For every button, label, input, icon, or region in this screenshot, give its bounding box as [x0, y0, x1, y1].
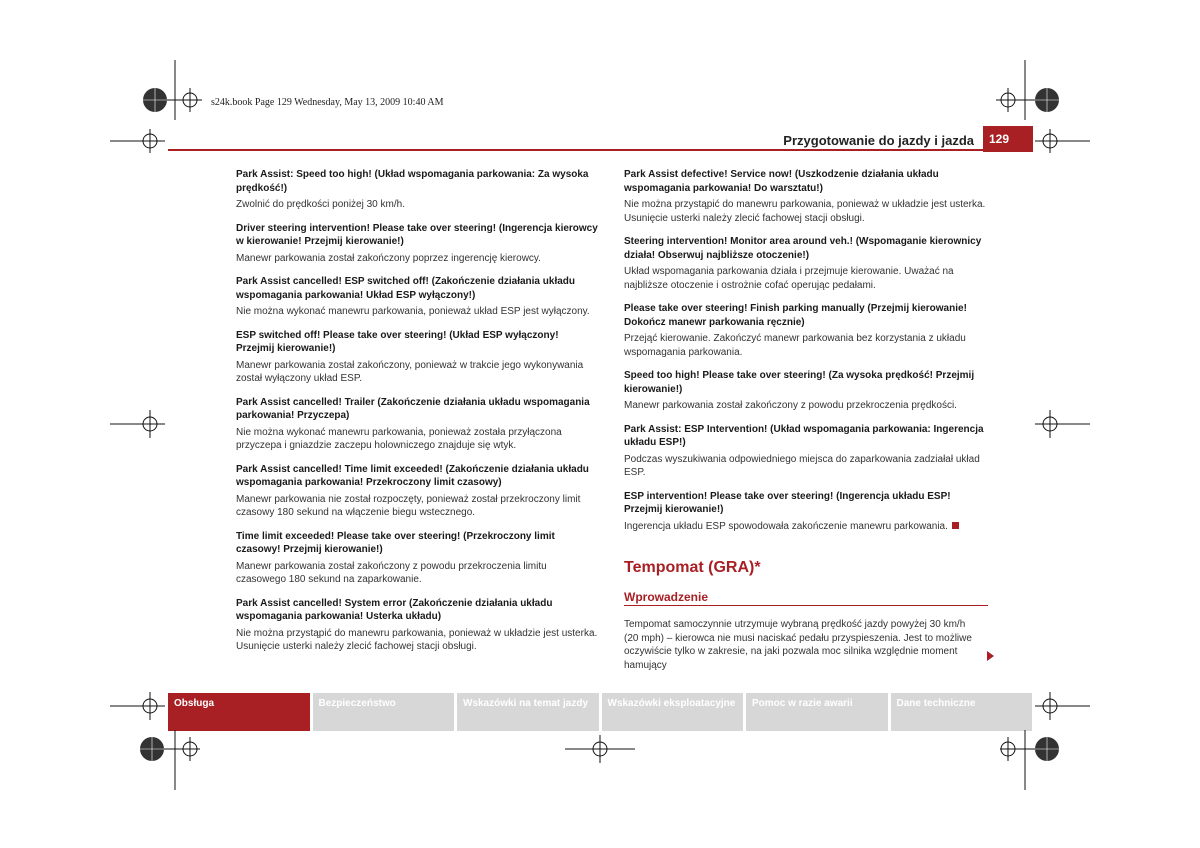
- intro-paragraph: Tempomat samoczynnie utrzymuje wybraną prędkość jazdy powyżej 30 km/h (20 mph) – kierowca nie musi naciskać pedału przyspieszenia. Jest to możliwe oczywiście tylko w zakresie, na jaki pozwala moc silnika względnie moment hamujący: [624, 619, 972, 671]
- message-description: Podczas wyszukiwania odpowiedniego miejsca do zaparkowania zadziałał układ ESP.: [624, 453, 980, 478]
- message-text: Steering intervention! Monitor area around veh.! (Wspomaganie kierownicy działa! Obserwuj najbliższe otoczenie!): [624, 236, 982, 261]
- tab-obsluga[interactable]: Obsługa: [168, 693, 310, 731]
- message-text: Speed too high! Please take over steering! (Za wysoka prędkość! Przejmij kierowanie!): [624, 370, 975, 395]
- message-description: Manewr parkowania został zakończony poprzez ingerencję kierowcy.: [236, 252, 541, 264]
- message-description: Przejąć kierowanie. Zakończyć manewr parkowania bez korzystania z układu wspomagania parkowania.: [624, 333, 966, 358]
- message-entry: [236, 396, 598, 453]
- left-column: [236, 168, 598, 664]
- message-text: Park Assist cancelled! Trailer (Zakończenie działania układu wspomagania parkowania! Przyczepa): [236, 396, 590, 421]
- subsection-title: Wprowadzenie: [624, 591, 988, 607]
- message-entry: [236, 222, 598, 266]
- end-of-section-icon: [952, 522, 959, 529]
- message-text: Park Assist defective! Service now! (Uszkodzenie działania układu wspomagania parkowania! Do warsztatu!): [624, 169, 939, 194]
- message-entry: [236, 275, 598, 319]
- message-entry: [624, 302, 988, 359]
- chapter-nav: [168, 693, 1032, 731]
- message-text: ESP intervention! Please take over steering! (Ingerencja układu ESP! Przejmij kierowanie!): [624, 490, 951, 515]
- message-text: Park Assist cancelled! System error (Zakończenie działania układu wspomagania parkowania! Usterka układu): [236, 597, 553, 622]
- message-text: Time limit exceeded! Please take over steering! (Przekroczony limit czasowy! Przejmij kierowanie!): [236, 530, 555, 555]
- message-description: Zwolnić do prędkości poniżej 30 km/h.: [236, 199, 405, 210]
- right-column: [624, 168, 988, 672]
- message-entry: [624, 490, 988, 534]
- message-text: Park Assist cancelled! Time limit exceeded! (Zakończenie działania układu wspomagania parkowania! Przekroczony limit czasowy): [236, 463, 589, 488]
- message-description: Układ wspomagania parkowania działa i przejmuje kierowanie. Uważać na najbliższe otoczenie i ostrożnie cofać operując pedałami.: [624, 266, 954, 291]
- message-text: Park Assist: Speed too high! (Układ wspomagania parkowania: Za wysoka prędkość!): [236, 169, 589, 194]
- message-text: Please take over steering! Finish parking manually (Przejmij kierowanie! Dokończ manewr parkowania ręcznie): [624, 303, 967, 328]
- message-entry: [624, 369, 988, 413]
- tab-wskazowki-eksploatacyjne[interactable]: Wskazówki eksploatacyjne: [602, 693, 744, 731]
- running-head: Przygotowanie do jazdy i jazda: [783, 133, 974, 148]
- section-title: Tempomat (GRA)*: [624, 559, 761, 576]
- message-description: Nie można wykonać manewru parkowania, ponieważ została przyłączona przyczepa i gniazdzie zaczepu holowniczego znajduje się wtyk.: [236, 426, 562, 451]
- print-header: s24k.book Page 129 Wednesday, May 13, 2009 10:40 AM: [211, 97, 444, 108]
- message-description: Nie można przystąpić do manewru parkowania, ponieważ w układzie jest usterka. Usunięcie usterki należy zlecić fachowej stacji obsługi.: [236, 627, 598, 652]
- page-number: 129: [983, 126, 1033, 152]
- message-entry: [236, 530, 598, 587]
- message-description: Ingerencja układu ESP spowodowała zakończenie manewru parkowania.: [624, 520, 948, 532]
- message-description: Manewr parkowania został zakończony z powodu przekroczenia limitu czasowego 180 sekund na zaparkowanie.: [236, 560, 547, 585]
- tab-pomoc[interactable]: Pomoc w razie awarii: [746, 693, 888, 731]
- message-entry: [236, 329, 598, 386]
- message-text: Park Assist cancelled! ESP switched off! (Zakończenie działania układu wspomagania parkowania! Układ ESP wyłączony!): [236, 276, 575, 301]
- message-text: Park Assist: ESP Intervention! (Układ wspomagania parkowania: Ingerencja układu ESP!): [624, 423, 984, 448]
- tab-bezpieczenstwo[interactable]: Bezpieczeństwo: [313, 693, 455, 731]
- message-description: Manewr parkowania został zakończony z powodu przekroczenia prędkości.: [624, 400, 957, 411]
- message-entry: [624, 423, 988, 480]
- message-entry: [236, 168, 598, 212]
- message-description: Nie można przystąpić do manewru parkowania, ponieważ w układzie jest usterka. Usunięcie usterki należy zlecić fachowej stacji obsługi.: [624, 199, 986, 224]
- message-description: Manewr parkowania nie został rozpoczęty, ponieważ został przekroczony limit czasowy 180 sekund na włączenie biegu wstecznego.: [236, 493, 581, 518]
- message-entry: [624, 168, 988, 225]
- message-entry: [236, 463, 598, 520]
- continue-arrow-icon: [987, 651, 994, 661]
- message-text: ESP switched off! Please take over steering! (Układ ESP wyłączony! Przejmij kierowanie!): [236, 329, 559, 354]
- header-rule: [168, 149, 984, 151]
- message-entry: [236, 597, 598, 654]
- tab-wskazowki-jazdy[interactable]: Wskazówki na temat jazdy: [457, 693, 599, 731]
- tab-dane-techniczne[interactable]: Dane techniczne: [891, 693, 1033, 731]
- message-text: Driver steering intervention! Please take over steering! (Ingerencja kierowcy w kierowanie! Przejmij kierowanie!): [236, 222, 598, 247]
- message-description: Nie można wykonać manewru parkowania, ponieważ układ ESP jest wyłączony.: [236, 306, 590, 317]
- message-description: Manewr parkowania został zakończony, ponieważ w trakcie jego wykonywania został wyłączony układ ESP.: [236, 359, 584, 384]
- message-entry: [624, 235, 988, 292]
